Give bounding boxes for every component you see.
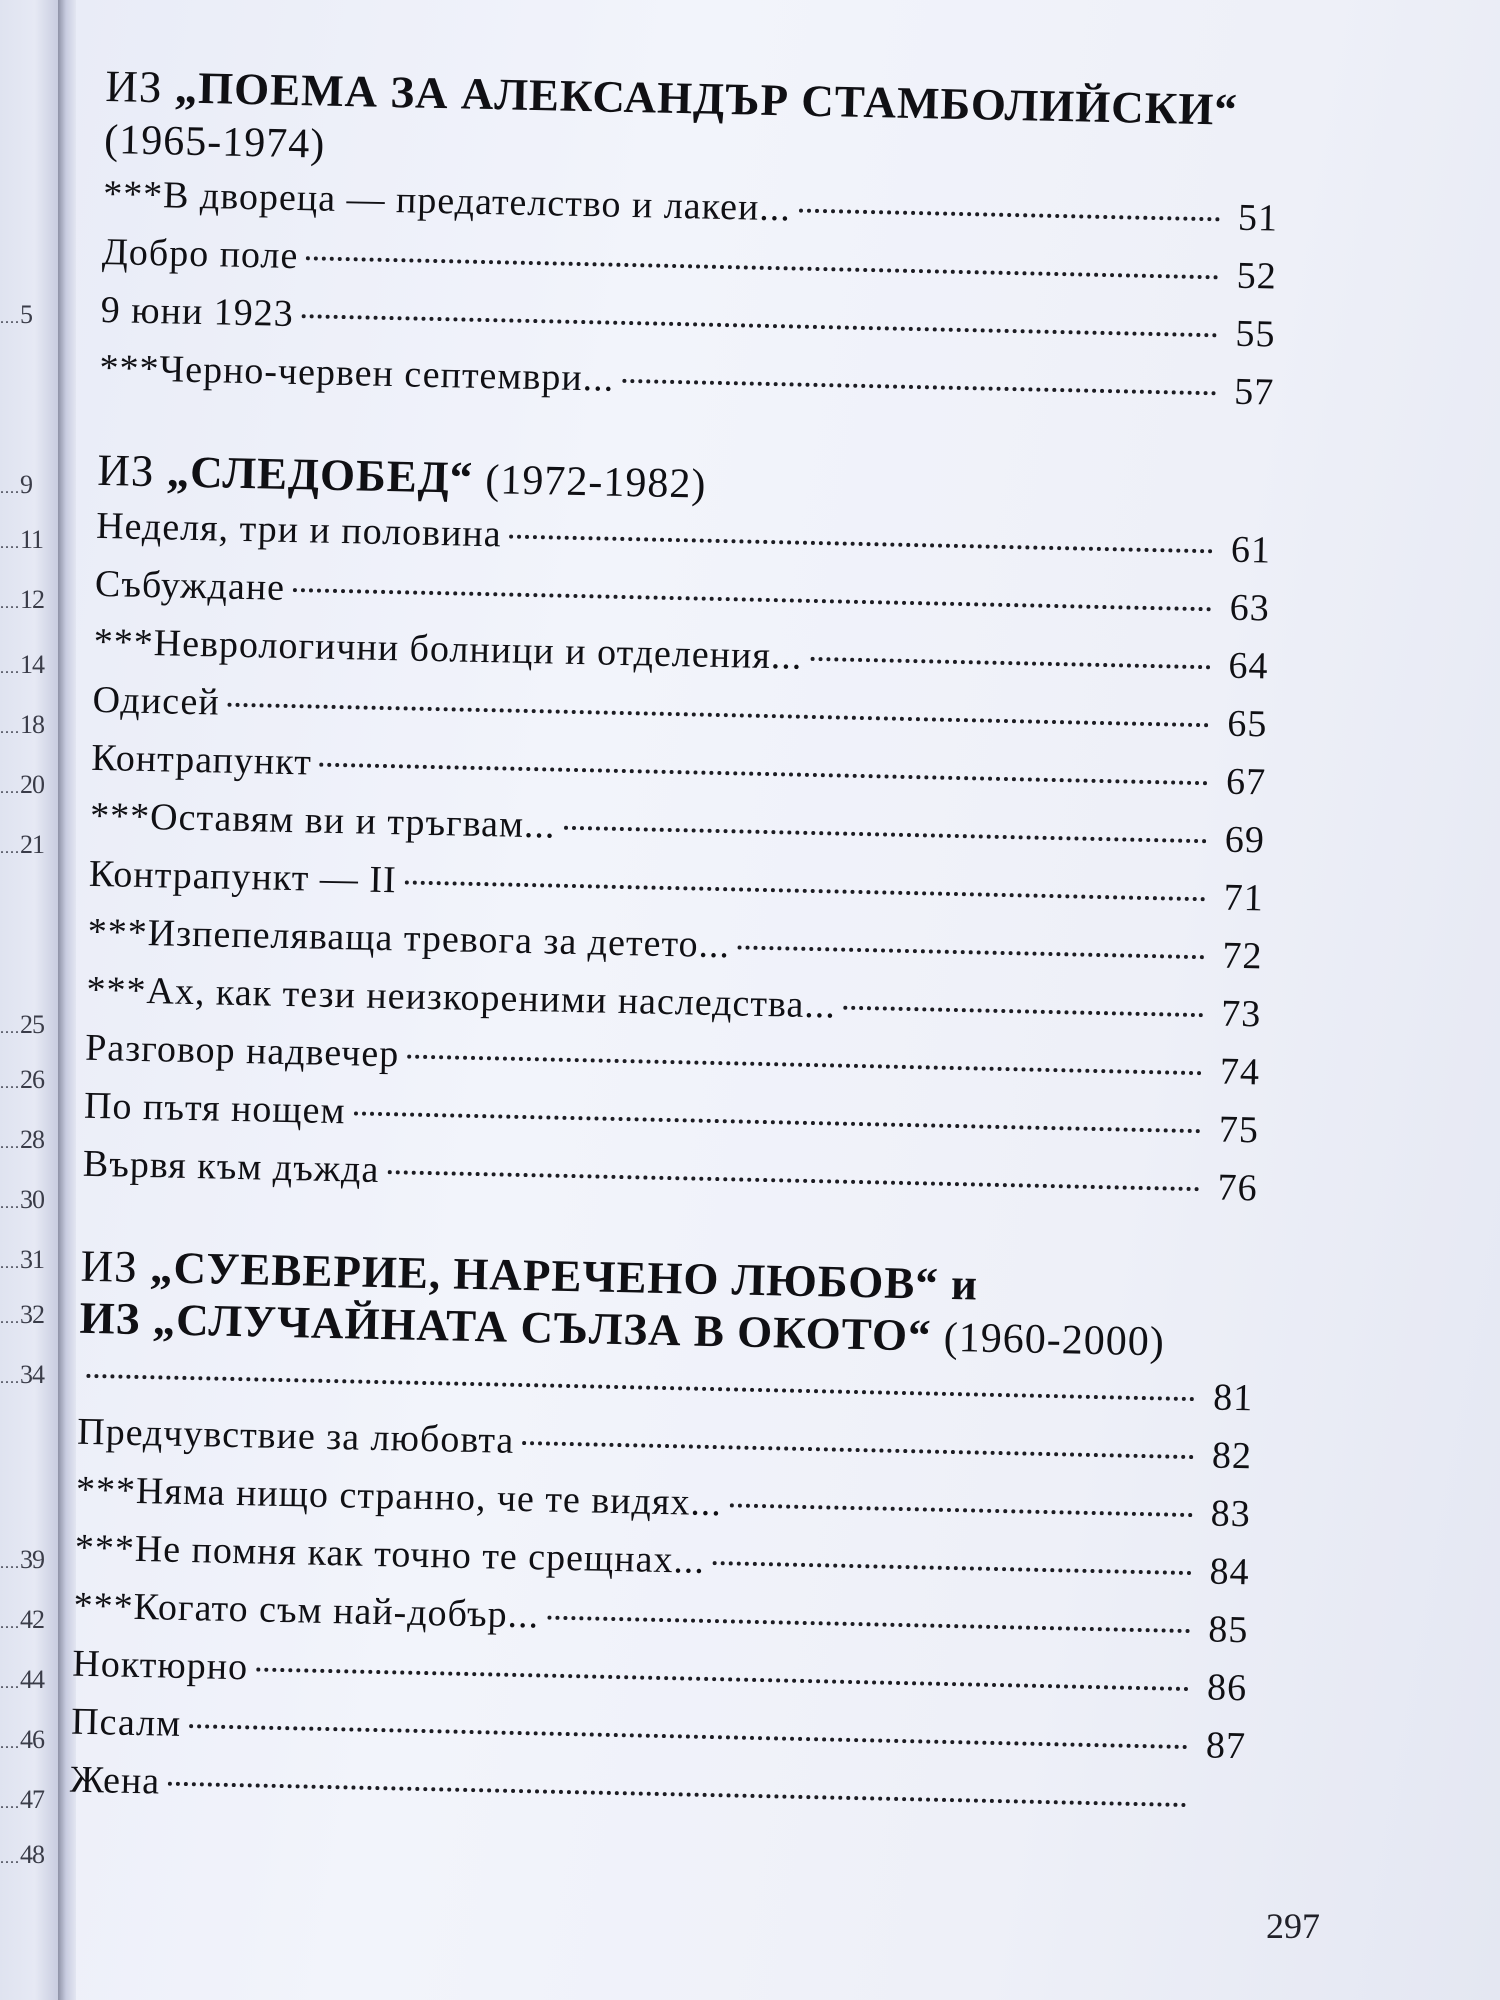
page-number: 297 <box>1266 1906 1320 1946</box>
leader-dots <box>622 379 1216 395</box>
leader-dots: .... <box>0 480 20 497</box>
left-page-number-value: 11 <box>20 525 44 554</box>
left-page-number-value: 44 <box>20 1665 44 1694</box>
leader-dots: .... <box>0 1310 20 1327</box>
leader-dots <box>738 945 1205 959</box>
toc-entry-title: ***Черно-червен септември... <box>99 346 615 400</box>
left-page-number <box>0 830 44 860</box>
leader-dots: .... <box>0 1255 20 1272</box>
leader-dots <box>799 209 1220 222</box>
left-page-number-value: 26 <box>20 1065 44 1094</box>
toc-entry-title: Събуждане <box>94 562 286 609</box>
leader-dots: .... <box>0 1615 20 1632</box>
section-years: (1972-1982) <box>484 457 707 508</box>
section-prefix: ИЗ <box>96 444 155 497</box>
toc-entry-title: ***Неврологични болници и отделения... <box>93 620 803 678</box>
leader-dots: .... <box>0 1735 20 1752</box>
leader-dots: .... <box>0 1195 20 1212</box>
leader-dots: .... <box>0 780 20 797</box>
leader-dots: .... <box>0 1675 20 1692</box>
leader-dots <box>563 826 1206 843</box>
toc-entry-title: По пътя нощем <box>83 1084 347 1133</box>
table-of-contents <box>68 60 1280 1880</box>
leader-dots: .... <box>0 1370 20 1387</box>
toc-entry-page: 72 <box>1222 934 1263 978</box>
leader-dots <box>730 1503 1193 1517</box>
toc-entry-page: 69 <box>1224 818 1266 862</box>
leader-dots <box>168 1782 1187 1807</box>
left-page-number <box>0 1125 44 1155</box>
toc-entry-page: 76 <box>1217 1166 1259 1210</box>
leader-dots <box>256 1667 1189 1691</box>
toc-entry-list <box>69 1352 1253 1841</box>
left-page-number <box>0 1605 44 1635</box>
toc-entry-title: Вървя към дъжда <box>82 1142 380 1191</box>
leader-dots <box>713 1561 1192 1575</box>
toc-section <box>99 60 1281 429</box>
toc-entry-page: 87 <box>1205 1724 1247 1768</box>
toc-entry-title: Жена <box>69 1758 161 1803</box>
left-page-number <box>0 650 44 680</box>
section-years: (1965-1974) <box>103 116 326 168</box>
toc-entry-page: 63 <box>1229 586 1271 630</box>
left-page-edge <box>0 0 58 2000</box>
left-page-number <box>0 585 44 615</box>
toc-entry-title: Неделя, три и половина <box>95 504 503 556</box>
toc-entry-title: Псалм <box>70 1700 182 1745</box>
leader-dots: .... <box>0 1795 20 1812</box>
leader-dots: .... <box>0 535 20 552</box>
left-page-number-value: 30 <box>20 1185 44 1214</box>
toc-entry-title: Ноктюрно <box>71 1642 249 1689</box>
leader-dots <box>387 1170 1199 1191</box>
left-page-number-value: 47 <box>20 1785 44 1814</box>
left-page-number <box>0 525 43 555</box>
left-page-number <box>0 1300 44 1330</box>
leader-dots: .... <box>0 1135 20 1152</box>
toc-entry-page: 57 <box>1233 370 1275 414</box>
left-page-number-value: 21 <box>20 830 44 859</box>
left-page-number-value: 48 <box>20 1840 44 1869</box>
left-page-number <box>0 710 44 740</box>
left-page-number-value: 42 <box>20 1605 44 1634</box>
left-page-number-value: 31 <box>20 1245 44 1274</box>
leader-dots <box>293 588 1212 611</box>
leader-dots: .... <box>0 720 20 737</box>
left-page-number-value: 39 <box>20 1545 44 1574</box>
left-page-number-value: 9 <box>20 470 32 499</box>
section-title-line2: ИЗ „СЛУЧАЙНАТА СЪЛЗА В ОКОТО“ <box>79 1292 933 1361</box>
leader-dots <box>86 1374 1195 1401</box>
toc-entry-page: 83 <box>1210 1492 1252 1536</box>
leader-dots: .... <box>0 595 20 612</box>
left-page-number <box>0 1185 44 1215</box>
leader-dots <box>302 314 1218 337</box>
toc-entry-page: 85 <box>1207 1608 1249 1652</box>
leader-dots <box>320 763 1208 786</box>
left-page-number <box>0 770 44 800</box>
leader-dots <box>228 703 1210 728</box>
left-page-number <box>0 1785 44 1815</box>
toc-entry-page: 82 <box>1211 1434 1253 1478</box>
left-page-number <box>0 1545 44 1575</box>
section-title: „ПОЕМА ЗА АЛЕКСАНДЪР СТАМБОЛИЙСКИ“ <box>174 62 1239 135</box>
left-page-number <box>0 1665 44 1695</box>
toc-entry-title: Разговор надвечер <box>84 1026 400 1076</box>
toc-entry-page: 71 <box>1223 876 1265 920</box>
toc-entry-page: 61 <box>1230 528 1272 572</box>
section-title: „СЛЕДОБЕД“ <box>166 446 474 503</box>
left-page-number-value: 18 <box>20 710 44 739</box>
toc-entry-title: ***Когато съм най-добър... <box>73 1584 540 1637</box>
toc-section <box>82 444 1273 1224</box>
left-page-number-value: 46 <box>20 1725 44 1754</box>
toc-entry-page: 55 <box>1235 312 1276 356</box>
left-page-number-value: 28 <box>20 1125 44 1154</box>
leader-dots <box>810 657 1210 669</box>
left-page-number-value: 12 <box>20 585 44 614</box>
leader-dots <box>189 1724 1188 1749</box>
left-page-number <box>0 300 32 330</box>
leader-dots <box>510 535 1213 554</box>
section-prefix: ИЗ <box>80 1240 139 1292</box>
left-page-number <box>0 1840 44 1870</box>
leader-dots: .... <box>0 660 20 677</box>
toc-entry-page: 51 <box>1237 196 1279 240</box>
toc-entry-title: ***Няма нищо странно, че те видях... <box>75 1468 723 1525</box>
toc-entry-title: Контрапункт <box>90 736 313 784</box>
book-page <box>69 0 1500 2000</box>
left-page-number-value: 32 <box>20 1300 44 1329</box>
toc-entry-title: ***Оставям ви и тръгвам... <box>89 794 557 847</box>
left-page-number <box>0 1010 44 1040</box>
left-page-number <box>0 470 32 500</box>
left-page-number <box>0 1360 44 1390</box>
left-page-number-value: 25 <box>20 1010 44 1039</box>
toc-entry-list <box>99 172 1279 429</box>
leader-dots: .... <box>0 1075 20 1092</box>
toc-entry-title: ***Не помня как точно те срещнах... <box>74 1526 706 1582</box>
toc-entry-title: ***Изпепеляваща тревога за детето... <box>87 910 731 967</box>
toc-entry-page: 52 <box>1236 254 1278 298</box>
section-heading <box>79 1240 1256 1371</box>
leader-dots <box>405 880 1206 901</box>
toc-entry-page <box>1194 1815 1244 1816</box>
section-title: „СУЕВЕРИЕ, НАРЕЧЕНО ЛЮБОВ“ и <box>149 1242 979 1310</box>
toc-entry-page: 65 <box>1226 702 1268 746</box>
section-years: (1960-2000) <box>943 1314 1166 1366</box>
left-page-number <box>0 1065 44 1095</box>
toc-entry-page: 73 <box>1220 992 1262 1036</box>
leader-dots: .... <box>0 1020 20 1037</box>
toc-entry-title: Предчувствие за любовта <box>76 1410 515 1462</box>
toc-entry-page: 84 <box>1209 1550 1251 1594</box>
left-page-number <box>0 1245 44 1275</box>
leader-dots <box>522 1441 1194 1459</box>
toc-entry-title: ***Ах, как тези неизкореними наследства... <box>86 968 837 1027</box>
leader-dots: .... <box>0 310 20 327</box>
toc-entry-page: 86 <box>1206 1666 1248 1710</box>
left-page-number-value: 34 <box>20 1360 44 1389</box>
leader-dots: .... <box>0 1850 20 1867</box>
toc-entry-title: Добро поле <box>101 230 299 278</box>
toc-entry-page: 64 <box>1228 644 1269 688</box>
toc-entry-title: Контрапункт — II <box>88 852 398 902</box>
toc-entry-list <box>82 504 1271 1224</box>
leader-dots: .... <box>0 1555 20 1572</box>
toc-entry-page: 75 <box>1218 1108 1260 1152</box>
toc-entry-page: 81 <box>1212 1376 1254 1420</box>
left-page-number-value: 14 <box>20 650 44 679</box>
leader-dots <box>547 1616 1190 1633</box>
toc-entry-page: 67 <box>1225 760 1267 804</box>
section-prefix: ИЗ <box>104 60 164 113</box>
left-page-number-value: 20 <box>20 770 44 799</box>
leader-dots <box>844 1006 1204 1018</box>
left-page-number-value: 5 <box>20 300 32 329</box>
left-page-number <box>0 1725 44 1755</box>
leader-dots <box>407 1055 1202 1076</box>
toc-entry-title: Одисей <box>92 678 221 724</box>
toc-entry-title: ***В двореца — предателство и лакеи... <box>102 172 792 230</box>
leader-dots <box>353 1111 1200 1133</box>
toc-entry-page: 74 <box>1219 1050 1261 1094</box>
section-heading <box>104 60 1281 191</box>
leader-dots: .... <box>0 840 20 857</box>
leader-dots <box>306 256 1218 279</box>
toc-entry-title: 9 юни 1923 <box>100 288 295 335</box>
toc-section <box>69 1240 1256 1840</box>
